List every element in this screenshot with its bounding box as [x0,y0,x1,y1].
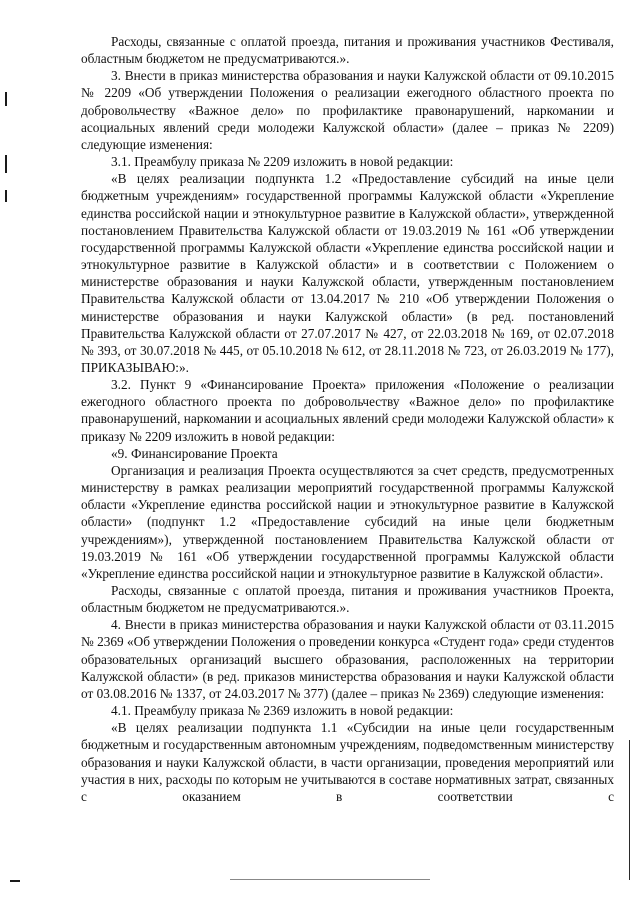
paragraph-project-expenses: Расходы, связанные с оплатой проезда, питания и проживания участников Проекта, областным бюджетом не предусматриваются.». [81,583,614,616]
paragraph-item-3-1: 3.1. Преамбулу приказа № 2209 изложить в новой редакции: [111,154,454,170]
paragraph-item-3-2: 3.2. Пункт 9 «Финансирование Проекта» приложения «Положение о реализации ежегодного областного проекта по добровольчеству «Важное дело» по профилактике правонарушений, наркомании и асоциальных явлений среди молодежи Калужской области» к приказу № 2209 изложить в новой редакции: [81,377,614,444]
paragraph-preamble-2209: «В целях реализации подпункта 1.2 «Предоставление субсидий на иные цели бюджетным учреждениям» государственной программы Калужской области «Укрепление единства российской нации и этнокультурное развитие в Калужской области», утвержденной постановлением Правительства Калужской области от 19.03.2019 № 161 «Об утверждении государственной программы Калужской области «Укрепление единства российской нации и этнокультурное развитие в Калужской области» и в соответствии с Положением о министерстве образования и науки Калужской области, утвержденным постановлением Правительства Калужской области от 13.04.2017 № 210 «Об утверждении Положения о министерстве образования и науки Калужской области» (в ред. постановлений Правительства Калужской области от 27.07.2017 № 427, от 22.03.2018 № 169, от 02.07.2018 № 393, от 30.07.2018 № 445, от 05.10.2018 № 612, от 28.11.2018 № 723, от 26.03.2019 № 177), ПРИКАЗЫВАЮ:». [81,171,614,375]
paragraph-festival-expenses: Расходы, связанные с оплатой проезда, питания и проживания участников Фестиваля, областным бюджетом не предусматриваются.». [81,34,614,67]
document-body [81,33,614,805]
paragraph-item-4: 4. Внести в приказ министерства образования и науки Калужской области от 03.11.2015 № 2369 «Об утверждении Положения о проведении конкурса «Студент года» среди студентов образовательных организаций высшего образования, расположенных на территории Калужской области» (в ред. приказов министерства образования и науки Калужской области от 03.08.2016 № 1337, от 24.03.2017 № 377) (далее – приказ № 2369) следующие изменения: [81,617,614,701]
paragraph-item-4-1: 4.1. Преамбулу приказа № 2369 изложить в новой редакции: [111,703,454,719]
scan-edge-mark [5,155,7,173]
scan-edge-line [629,740,630,880]
paragraph-section-9-heading: «9. Финансирование Проекта [111,445,278,461]
paragraph-item-3: 3. Внести в приказ министерства образования и науки Калужской области от 09.10.2015 № 2209 «Об утверждении Положения о реализации ежегодного областного проекта по добровольчеству «Важное дело» по профилактике правонарушений, наркомании и асоциальных явлений среди молодежи Калужской области» (далее – приказ № 2209) следующие изменения: [81,68,614,152]
scan-edge-mark [5,190,7,202]
paragraph-project-financing: Организация и реализация Проекта осуществляются за счет средств, предусмотренных министерству в рамках реализации мероприятий государственной программы Калужской области «Укрепление единства российской нации и этнокультурное развитие в Калужской области» (подпункт 1.2 «Предоставление субсидий на иные цели бюджетным учреждениям»), утвержденной постановлением Правительства Калужской области от 19.03.2019 № 161 «Об утверждении государственной программы Калужской области «Укрепление единства российской нации и этнокультурное развитие в Калужской области». [81,462,614,581]
paragraph-preamble-2369: «В целях реализации подпункта 1.1 «Субсидии на иные цели государственным бюджетным и государственным автономным учреждениям, подведомственным министерству образования и науки Калужской области, в части организации, проведения мероприятий или участия в них, расходы по которым не учитываются в составе нормативных затрат, связанных с оказанием в соответствии с [81,720,614,804]
scan-edge-mark [10,880,20,882]
scan-edge-mark [5,92,7,106]
scan-edge-line [230,879,430,880]
